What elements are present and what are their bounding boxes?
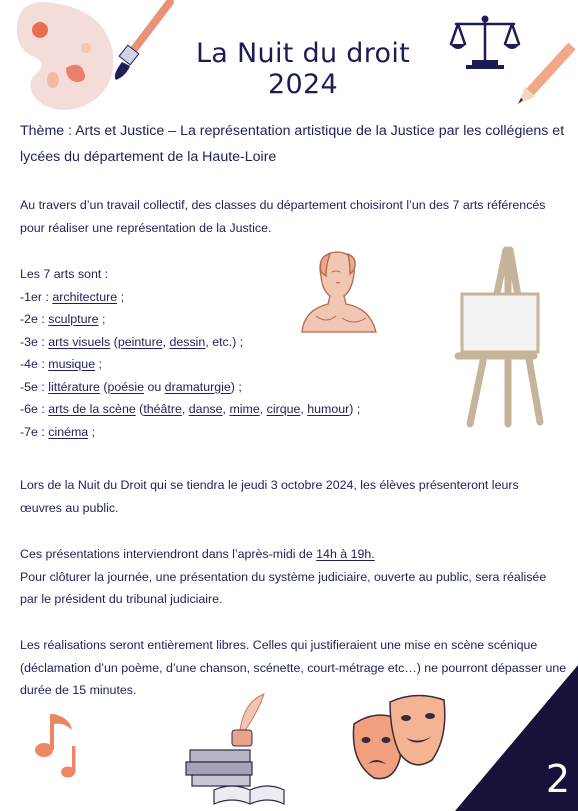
list-item: -2e : sculpture ; [20,312,106,326]
bust-sculpture-icon [296,246,382,338]
list-item: -4e : musique ; [20,357,102,371]
pencil-icon [512,40,578,108]
time-range[interactable]: 14h à 19h. [316,547,375,561]
art-link[interactable]: poésie [107,379,144,394]
arts-heading: Les 7 arts sont : [20,267,109,281]
quill-inkwell-books-icon [184,690,290,808]
page-number: 2 [545,757,570,801]
schedule-paragraph: Ces présentations interviendront dans l’après-midi de 14h à 19h. Pour clôturer la journée, une présentation du système judiciaire, ouverte au public, sera réalisée par le président du tribunal judiciaire. [20,543,560,611]
list-item: -6e : arts de la scène (théâtre, danse, mime, cirque, humour) ; [20,402,361,416]
art-link[interactable]: dessin [169,334,206,349]
art-link[interactable]: arts de la scène [48,402,136,416]
art-link[interactable]: cirque [266,402,301,416]
scales-of-justice-icon [448,12,522,70]
list-item: -5e : littérature (poésie ou dramaturgie) ; [20,379,242,394]
theater-masks-icon [346,688,450,788]
easel-icon [428,244,548,430]
closing-text: Pour clôturer la journée, une présentation du système judiciaire, ouverte au public, sera réalisée par le président du tribunal judiciaire. [20,569,547,606]
event-paragraph: Lors de la Nuit du Droit qui se tiendra le jeudi 3 octobre 2024, les élèves présenteront leurs œuvres au public. [20,478,519,515]
art-link[interactable]: cinéma [48,424,89,439]
art-link[interactable]: théâtre [143,402,182,416]
art-link[interactable]: sculpture [48,312,99,326]
list-item: -3e : arts visuels (peinture, dessin, etc.) ; [20,334,244,349]
art-link[interactable]: peinture [117,334,163,349]
page-title: La Nuit du droit 2024 [195,38,411,100]
art-link[interactable]: humour [307,402,350,416]
art-link[interactable]: architecture [52,289,118,304]
art-link[interactable]: musique [48,357,96,371]
intro-paragraph: Au travers d’un travail collectif, des classes du département choisiront l’un des 7 arts référencés pour réaliser une représentation de la Justice. [20,198,546,235]
list-item: -1er : architecture ; [20,289,125,304]
rules-paragraph: Les réalisations seront entièrement libres. Celles qui justifieraient une mise en scène scénique (déclamation d’un poème, d’une chanson, scénette, court-métrage etc…) ne pourront dépasser une durée de 15 minutes. [20,638,567,697]
theme-heading: Thème : Arts et Justice – La représentation artistique de la Justice par les collégiens et lycées du département de la Haute-Loire [20,123,565,165]
list-item: -7e : cinéma ; [20,424,96,439]
art-link[interactable]: littérature [48,379,100,394]
music-notes-icon [30,710,86,782]
art-link[interactable]: danse [188,402,223,416]
art-link[interactable]: dramaturgie [164,379,231,394]
art-link[interactable]: mime [229,402,260,416]
art-link[interactable]: arts visuels [48,334,111,349]
